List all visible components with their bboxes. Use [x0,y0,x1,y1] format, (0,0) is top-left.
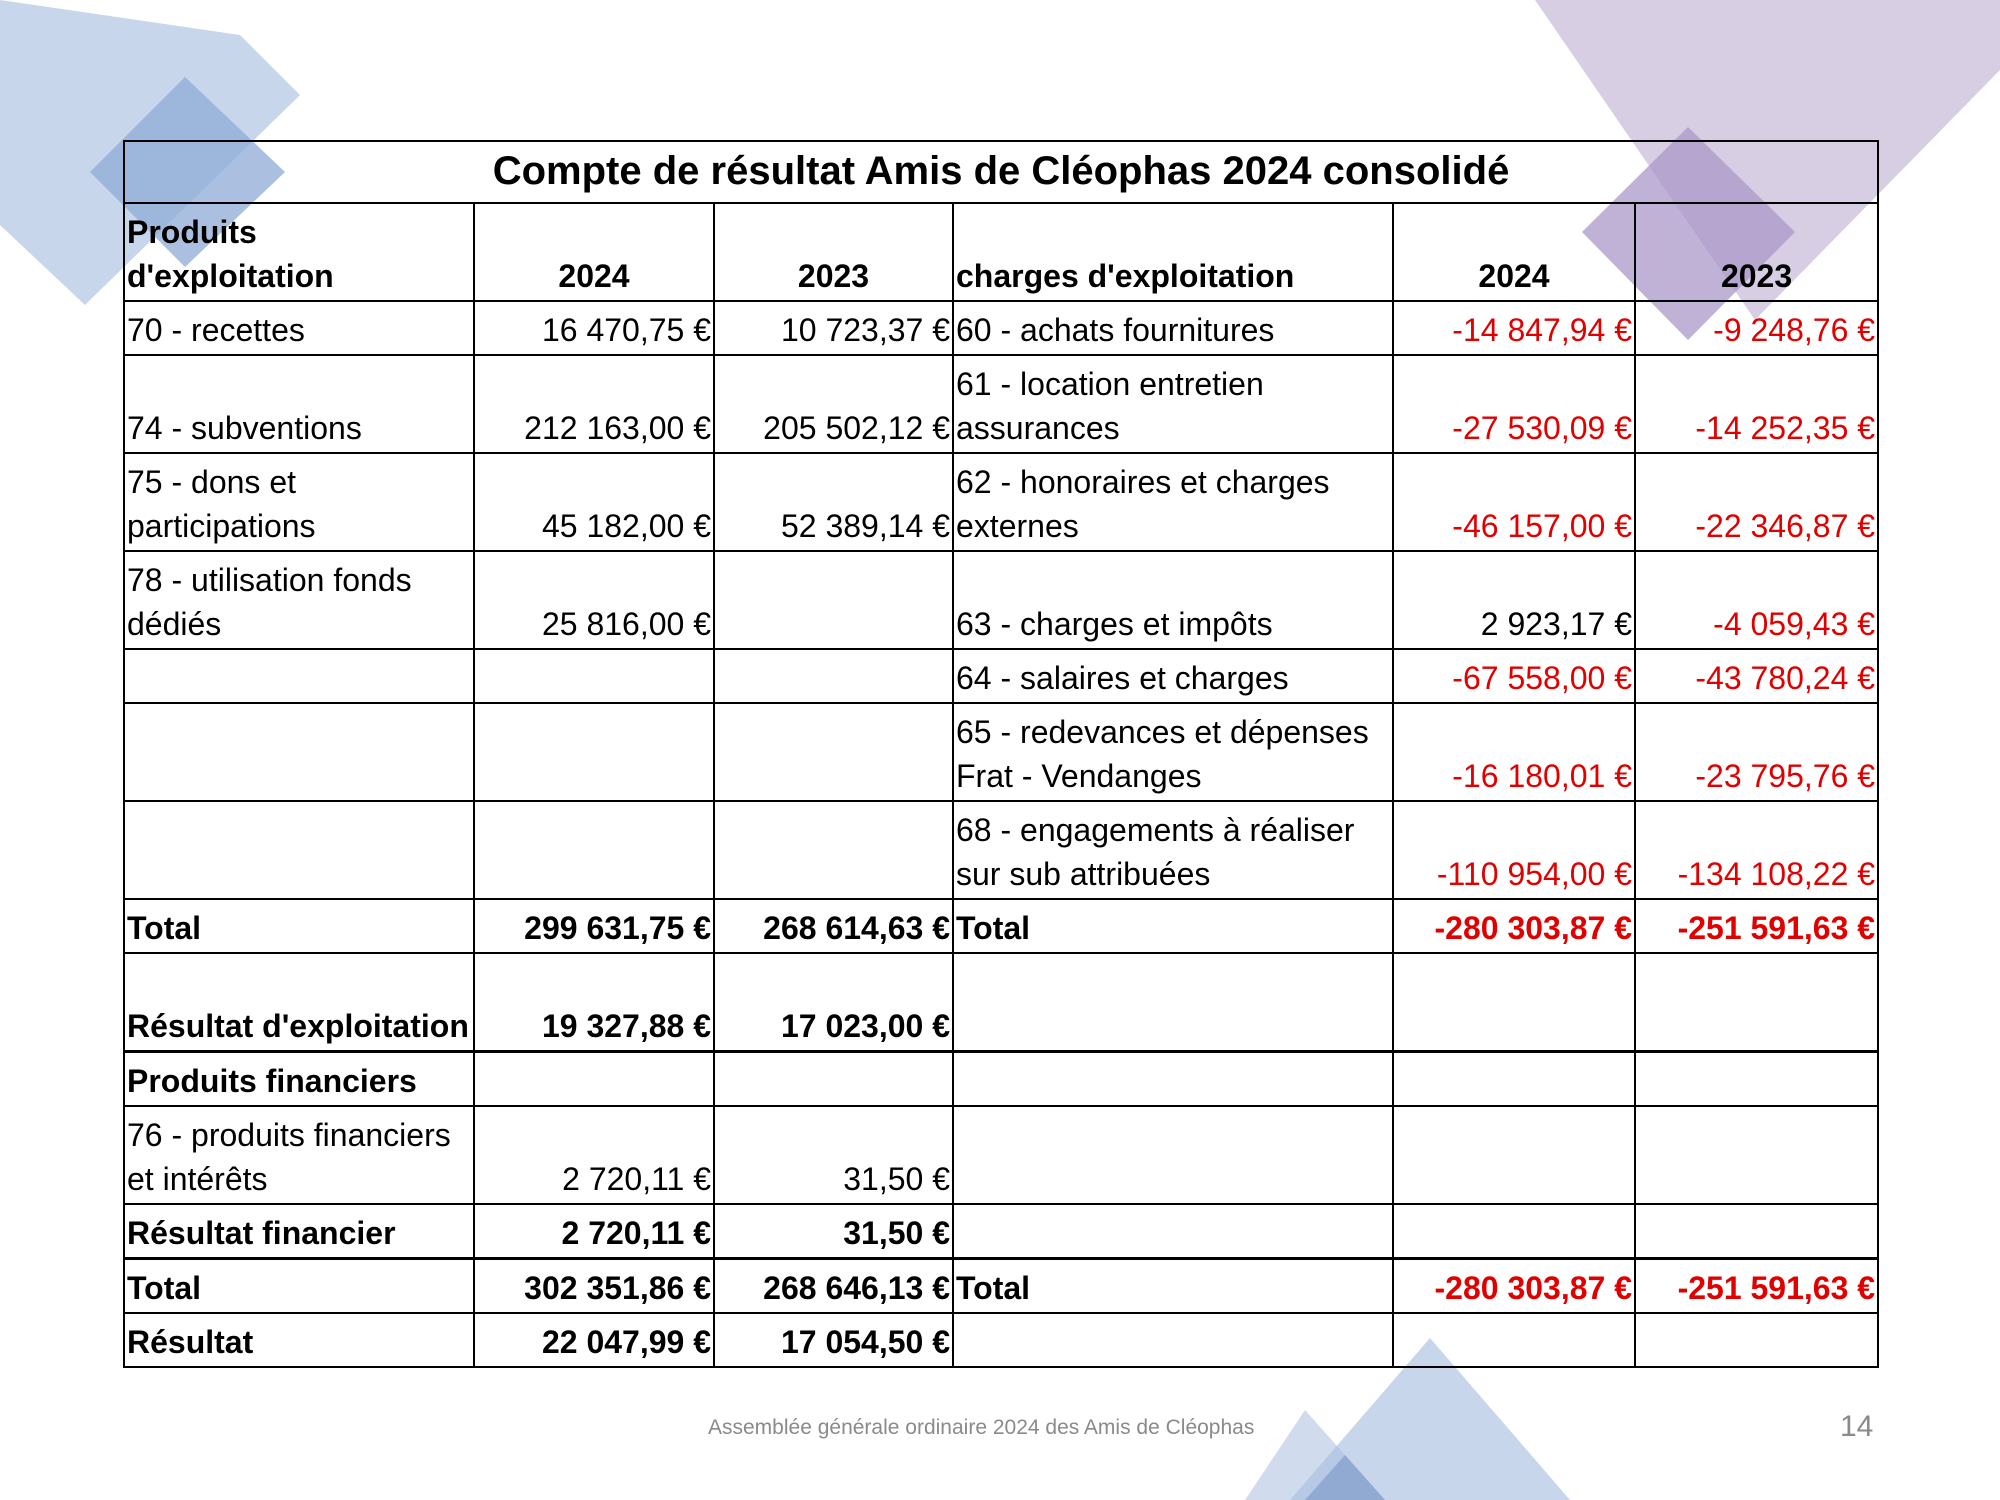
table-row [124,355,1878,453]
produits-financiers-row [124,1052,1878,1107]
charge-2024: -16 180,01 € [1393,703,1635,801]
resultat-exploitation-label: Résultat d'exploitation [124,953,474,1052]
header-year-2024-produits: 2024 [474,203,714,301]
produit-label: 70 - recettes [124,301,474,355]
charge-2024: -27 530,09 € [1393,355,1635,453]
total-produits-2024: 299 631,75 € [474,899,714,953]
resultat-2023: 17 054,50 € [714,1313,953,1367]
total-charges-2023: -251 591,63 € [1635,899,1878,953]
produit-label: 74 - subventions [124,355,474,453]
produit-2023: 52 389,14 € [714,453,953,551]
charge-2023: -134 108,22 € [1635,801,1878,899]
header-charges: charges d'exploitation [953,203,1393,301]
charge-2023: -23 795,76 € [1635,703,1878,801]
total-row [124,899,1878,953]
resultat-financier-2024: 2 720,11 € [474,1204,714,1259]
empty-cell [953,1204,1393,1259]
slide-footer: Assemblée générale ordinaire 2024 des Amis de Cléophas [708,1416,1255,1439]
produit-2024: 212 163,00 € [474,355,714,453]
empty-cell [1393,1106,1635,1204]
charge-2024: -67 558,00 € [1393,649,1635,703]
total-charges-2024: -280 303,87 € [1393,899,1635,953]
empty-cell [953,953,1393,1052]
table-row [124,453,1878,551]
empty-cell [1393,1313,1635,1367]
resultat-exploitation-row [124,953,1878,1052]
produit-2024: 2 720,11 € [474,1106,714,1204]
produit-2024 [474,801,714,899]
produit-2024: 45 182,00 € [474,453,714,551]
header-produits: Produits d'exploitation [124,203,474,301]
charge-label: 60 - achats fournitures [953,301,1393,355]
produit-label [124,801,474,899]
resultat-exploitation-2024: 19 327,88 € [474,953,714,1052]
table-row [124,551,1878,649]
produit-label: 76 - produits financiers et intérêts [124,1106,474,1204]
total-charges-label: Total [953,899,1393,953]
empty-cell [1393,1052,1635,1107]
table-title: Compte de résultat Amis de Cléophas 2024 consolidé [124,141,1878,203]
page-number: 14 [1840,1410,1874,1443]
total-row [124,1259,1878,1314]
produit-label: 78 - utilisation fonds dédiés [124,551,474,649]
total-label: Total [124,899,474,953]
charge-label: 63 - charges et impôts [953,551,1393,649]
produit-2023 [714,801,953,899]
produit-2024 [474,649,714,703]
resultat-financier-row [124,1204,1878,1259]
resultat-financier-2023: 31,50 € [714,1204,953,1259]
total-charges-label: Total [953,1259,1393,1314]
header-year-2024-charges: 2024 [1393,203,1635,301]
produit-2023: 205 502,12 € [714,355,953,453]
charge-2023: -14 252,35 € [1635,355,1878,453]
charge-label: 68 - engagements à réaliser sur sub attribuées [953,801,1393,899]
table-title-row [124,141,1878,203]
empty-cell [1635,1204,1878,1259]
total-produits-2023: 268 614,63 € [714,899,953,953]
empty-cell [1635,1313,1878,1367]
resultat-label: Résultat [124,1313,474,1367]
charge-2023: -4 059,43 € [1635,551,1878,649]
charge-2024: -110 954,00 € [1393,801,1635,899]
charge-label: 61 - location entretien assurances [953,355,1393,453]
table-row [124,703,1878,801]
empty-cell [1635,1106,1878,1204]
income-statement-table [123,140,1879,1368]
resultat-row [124,1313,1878,1367]
produits-financiers-label: Produits financiers [124,1052,474,1107]
charge-label: 62 - honoraires et charges externes [953,453,1393,551]
resultat-exploitation-2023: 17 023,00 € [714,953,953,1052]
produit-2023 [714,551,953,649]
charge-label: 65 - redevances et dépenses Frat - Vendanges [953,703,1393,801]
table-row [124,1106,1878,1204]
empty-cell [1393,953,1635,1052]
empty-cell [953,1052,1393,1107]
total-charges-2024: -280 303,87 € [1393,1259,1635,1314]
empty-cell [1393,1204,1635,1259]
charge-2024: -46 157,00 € [1393,453,1635,551]
produit-2023 [714,703,953,801]
empty-cell [953,1313,1393,1367]
charge-2023: -43 780,24 € [1635,649,1878,703]
charge-2024: -14 847,94 € [1393,301,1635,355]
charge-label: 64 - salaires et charges [953,649,1393,703]
produit-2023 [714,649,953,703]
resultat-financier-label: Résultat financier [124,1204,474,1259]
charge-2023: -22 346,87 € [1635,453,1878,551]
empty-cell [1635,953,1878,1052]
produit-2024: 16 470,75 € [474,301,714,355]
produit-2024 [474,703,714,801]
table-row [124,301,1878,355]
empty-cell [474,1052,714,1107]
produit-2024: 25 816,00 € [474,551,714,649]
resultat-2024: 22 047,99 € [474,1313,714,1367]
header-year-2023-charges: 2023 [1635,203,1878,301]
table-row [124,801,1878,899]
empty-cell [714,1052,953,1107]
produit-label [124,649,474,703]
produit-2023: 31,50 € [714,1106,953,1204]
empty-cell [953,1106,1393,1204]
table-row [124,649,1878,703]
produit-2023: 10 723,37 € [714,301,953,355]
charge-2023: -9 248,76 € [1635,301,1878,355]
total-produits-2023: 268 646,13 € [714,1259,953,1314]
produit-label: 75 - dons et participations [124,453,474,551]
total-label: Total [124,1259,474,1314]
total-charges-2023: -251 591,63 € [1635,1259,1878,1314]
charge-2024: 2 923,17 € [1393,551,1635,649]
total-produits-2024: 302 351,86 € [474,1259,714,1314]
header-year-2023-produits: 2023 [714,203,953,301]
table-header-row [124,203,1878,301]
empty-cell [1635,1052,1878,1107]
produit-label [124,703,474,801]
